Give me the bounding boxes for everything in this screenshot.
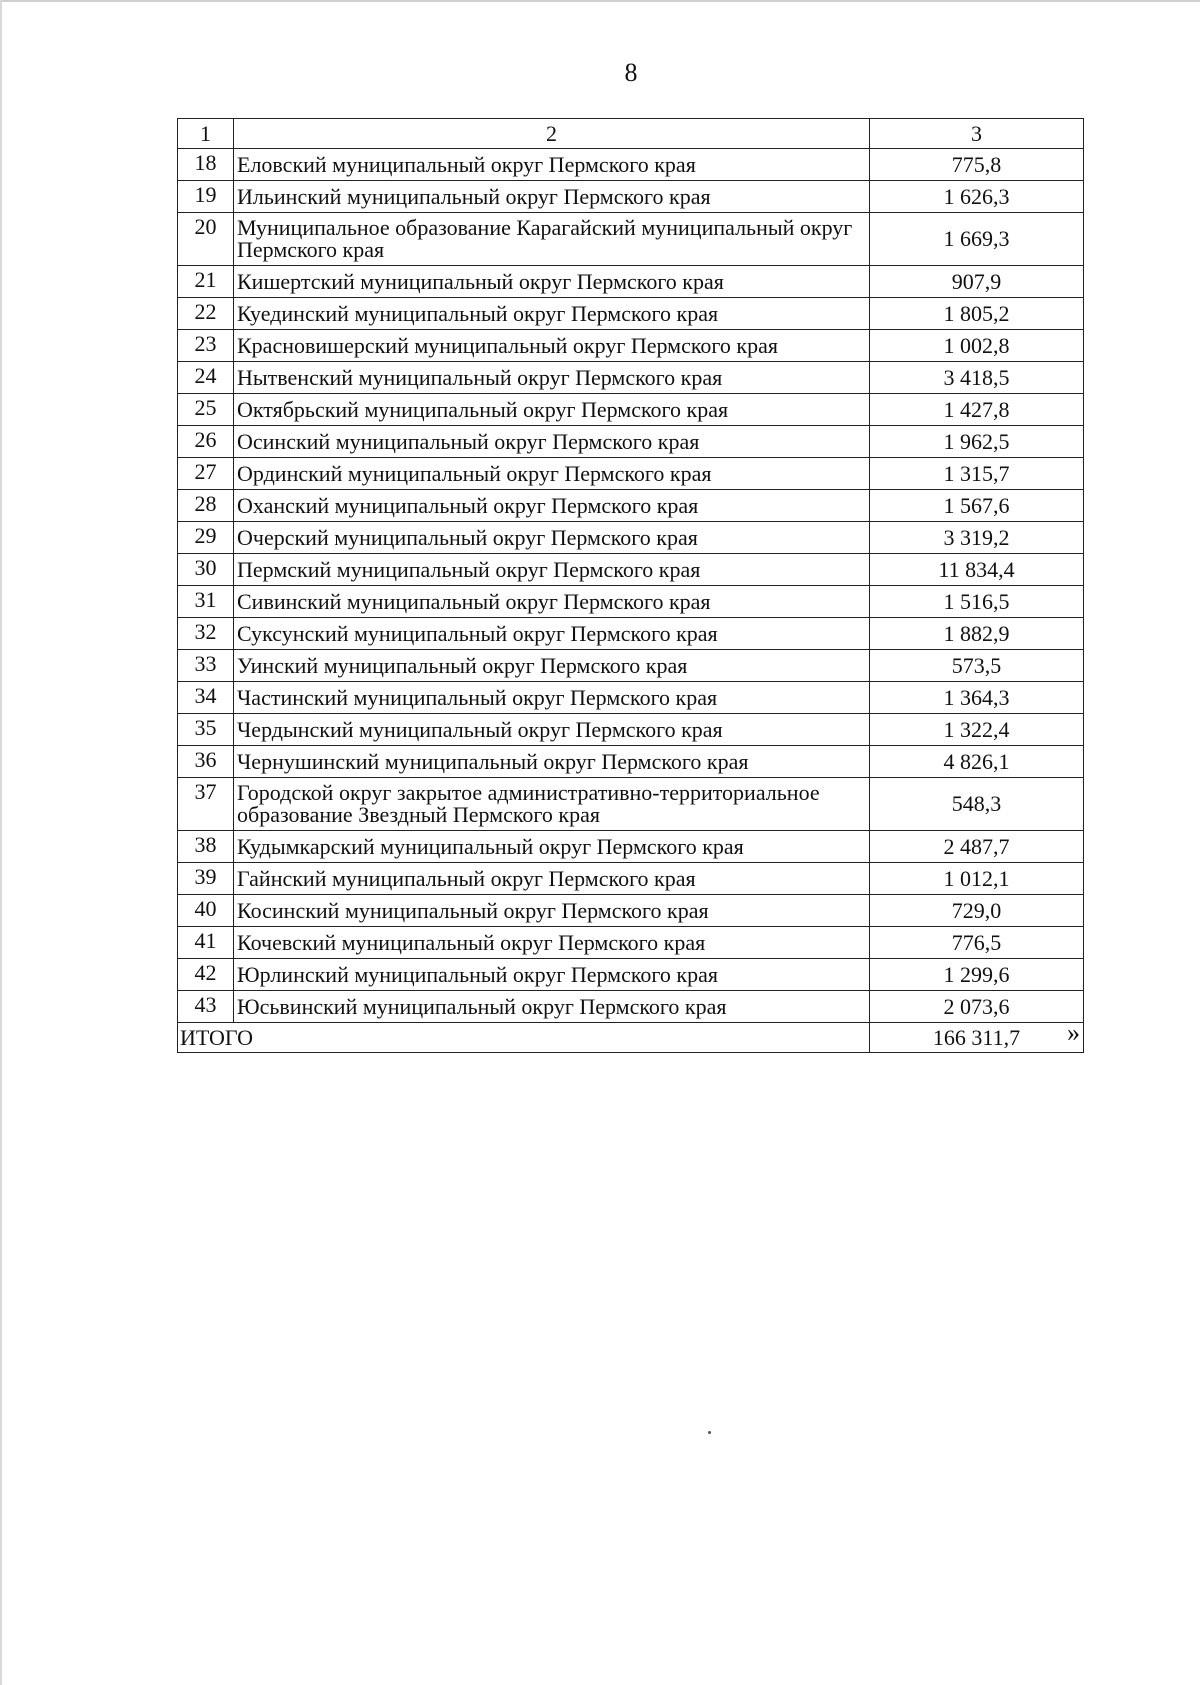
row-number: 25 bbox=[178, 394, 234, 426]
amount-value: 1 299,6 bbox=[870, 959, 1084, 991]
row-number: 23 bbox=[178, 330, 234, 362]
row-number: 27 bbox=[178, 458, 234, 490]
amount-value: 1 427,8 bbox=[870, 394, 1084, 426]
amount-value: 1 962,5 bbox=[870, 426, 1084, 458]
table-row bbox=[178, 213, 1084, 266]
row-number: 31 bbox=[178, 586, 234, 618]
amount-value: 729,0 bbox=[870, 895, 1084, 927]
table-row bbox=[178, 863, 1084, 895]
municipality-name: Ординский муниципальный округ Пермского края bbox=[234, 458, 870, 490]
row-number: 22 bbox=[178, 298, 234, 330]
amount-value: 1 012,1 bbox=[870, 863, 1084, 895]
municipality-name: Частинский муниципальный округ Пермского края bbox=[234, 682, 870, 714]
row-number: 30 bbox=[178, 554, 234, 586]
amount-value: 1 364,3 bbox=[870, 682, 1084, 714]
row-number: 32 bbox=[178, 618, 234, 650]
table-row bbox=[178, 298, 1084, 330]
table-row bbox=[178, 362, 1084, 394]
municipality-name: Городской округ закрытое административно-территориальное образование Звездный Пермского края bbox=[234, 778, 870, 831]
table-row bbox=[178, 927, 1084, 959]
amount-value: 1 516,5 bbox=[870, 586, 1084, 618]
table-row bbox=[178, 266, 1084, 298]
municipality-name: Еловский муниципальный округ Пермского края bbox=[234, 149, 870, 181]
municipality-name: Косинский муниципальный округ Пермского края bbox=[234, 895, 870, 927]
table-row bbox=[178, 714, 1084, 746]
header-cell-value: 3 bbox=[870, 119, 1084, 149]
table-row bbox=[178, 746, 1084, 778]
table-row bbox=[178, 554, 1084, 586]
row-number: 41 bbox=[178, 927, 234, 959]
municipality-name: Кудымкарский муниципальный округ Пермского края bbox=[234, 831, 870, 863]
amount-value: 548,3 bbox=[870, 778, 1084, 831]
municipality-name: Оханский муниципальный округ Пермского края bbox=[234, 490, 870, 522]
row-number: 43 bbox=[178, 991, 234, 1023]
municipality-name: Очерский муниципальный округ Пермского края bbox=[234, 522, 870, 554]
page-edge-top bbox=[0, 0, 1200, 2]
municipality-name: Гайнский муниципальный округ Пермского края bbox=[234, 863, 870, 895]
amount-value: 1 567,6 bbox=[870, 490, 1084, 522]
total-label: ИТОГО bbox=[178, 1023, 870, 1053]
table-header-row bbox=[178, 119, 1084, 149]
data-table bbox=[177, 118, 1084, 1053]
municipality-name: Кишертский муниципальный округ Пермского края bbox=[234, 266, 870, 298]
page-edge-left bbox=[0, 0, 2, 1685]
municipality-name: Ильинский муниципальный округ Пермского края bbox=[234, 181, 870, 213]
municipality-name: Суксунский муниципальный округ Пермского края bbox=[234, 618, 870, 650]
municipality-name: Осинский муниципальный округ Пермского края bbox=[234, 426, 870, 458]
amount-value: 3 418,5 bbox=[870, 362, 1084, 394]
municipality-name: Муниципальное образование Карагайский муниципальный округ Пермского края bbox=[234, 213, 870, 266]
municipality-name: Пермский муниципальный округ Пермского края bbox=[234, 554, 870, 586]
page-number: 8 bbox=[624, 58, 638, 87]
row-number: 18 bbox=[178, 149, 234, 181]
municipality-name: Октябрьский муниципальный округ Пермского края bbox=[234, 394, 870, 426]
amount-value: 1 805,2 bbox=[870, 298, 1084, 330]
municipality-name: Чернушинский муниципальный округ Пермского края bbox=[234, 746, 870, 778]
row-number: 28 bbox=[178, 490, 234, 522]
row-number: 37 bbox=[178, 778, 234, 831]
row-number: 20 bbox=[178, 213, 234, 266]
row-number: 29 bbox=[178, 522, 234, 554]
row-number: 34 bbox=[178, 682, 234, 714]
table-body bbox=[178, 119, 1084, 1053]
header-cell-name: 2 bbox=[234, 119, 870, 149]
row-number: 24 bbox=[178, 362, 234, 394]
table-row bbox=[178, 330, 1084, 362]
amount-value: 776,5 bbox=[870, 927, 1084, 959]
table-row bbox=[178, 426, 1084, 458]
amount-value: 4 826,1 bbox=[870, 746, 1084, 778]
amount-value: 573,5 bbox=[870, 650, 1084, 682]
municipality-name: Красновишерский муниципальный округ Пермского края bbox=[234, 330, 870, 362]
municipality-name: Уинский муниципальный округ Пермского края bbox=[234, 650, 870, 682]
table-row bbox=[178, 991, 1084, 1023]
table-row bbox=[178, 650, 1084, 682]
amount-value: 907,9 bbox=[870, 266, 1084, 298]
row-number: 33 bbox=[178, 650, 234, 682]
total-value: 166 311,7 bbox=[870, 1023, 1084, 1053]
row-number: 21 bbox=[178, 266, 234, 298]
table-row bbox=[178, 394, 1084, 426]
amount-value: 11 834,4 bbox=[870, 554, 1084, 586]
amount-value: 2 073,6 bbox=[870, 991, 1084, 1023]
table-row bbox=[178, 490, 1084, 522]
municipality-name: Чердынский муниципальный округ Пермского края bbox=[234, 714, 870, 746]
table-row bbox=[178, 895, 1084, 927]
amount-value: 1 882,9 bbox=[870, 618, 1084, 650]
row-number: 26 bbox=[178, 426, 234, 458]
municipality-name: Юрлинский муниципальный округ Пермского края bbox=[234, 959, 870, 991]
table-row bbox=[178, 149, 1084, 181]
row-number: 36 bbox=[178, 746, 234, 778]
row-number: 42 bbox=[178, 959, 234, 991]
table-row bbox=[178, 522, 1084, 554]
amount-value: 1 322,4 bbox=[870, 714, 1084, 746]
amount-value: 1 669,3 bbox=[870, 213, 1084, 266]
table-row bbox=[178, 181, 1084, 213]
amount-value: 1 315,7 bbox=[870, 458, 1084, 490]
table-row bbox=[178, 458, 1084, 490]
header-cell-number: 1 bbox=[178, 119, 234, 149]
row-number: 39 bbox=[178, 863, 234, 895]
municipality-name: Сивинский муниципальный округ Пермского края bbox=[234, 586, 870, 618]
row-number: 35 bbox=[178, 714, 234, 746]
row-number: 19 bbox=[178, 181, 234, 213]
total-row bbox=[178, 1023, 1084, 1053]
amount-value: 775,8 bbox=[870, 149, 1084, 181]
table-row bbox=[178, 959, 1084, 991]
municipality-name: Куединский муниципальный округ Пермского края bbox=[234, 298, 870, 330]
amount-value: 1 626,3 bbox=[870, 181, 1084, 213]
municipality-name: Юсьвинский муниципальный округ Пермского края bbox=[234, 991, 870, 1023]
table-row bbox=[178, 586, 1084, 618]
row-number: 38 bbox=[178, 831, 234, 863]
municipality-name: Кочевский муниципальный округ Пермского края bbox=[234, 927, 870, 959]
table-row bbox=[178, 682, 1084, 714]
municipality-name: Нытвенский муниципальный округ Пермского края bbox=[234, 362, 870, 394]
amount-value: 3 319,2 bbox=[870, 522, 1084, 554]
amount-value: 1 002,8 bbox=[870, 330, 1084, 362]
row-number: 40 bbox=[178, 895, 234, 927]
amount-value: 2 487,7 bbox=[870, 831, 1084, 863]
scan-speck bbox=[708, 1431, 711, 1434]
closing-quote-mark: » bbox=[1067, 1018, 1080, 1047]
table-row bbox=[178, 778, 1084, 831]
table-row bbox=[178, 831, 1084, 863]
table-row bbox=[178, 618, 1084, 650]
